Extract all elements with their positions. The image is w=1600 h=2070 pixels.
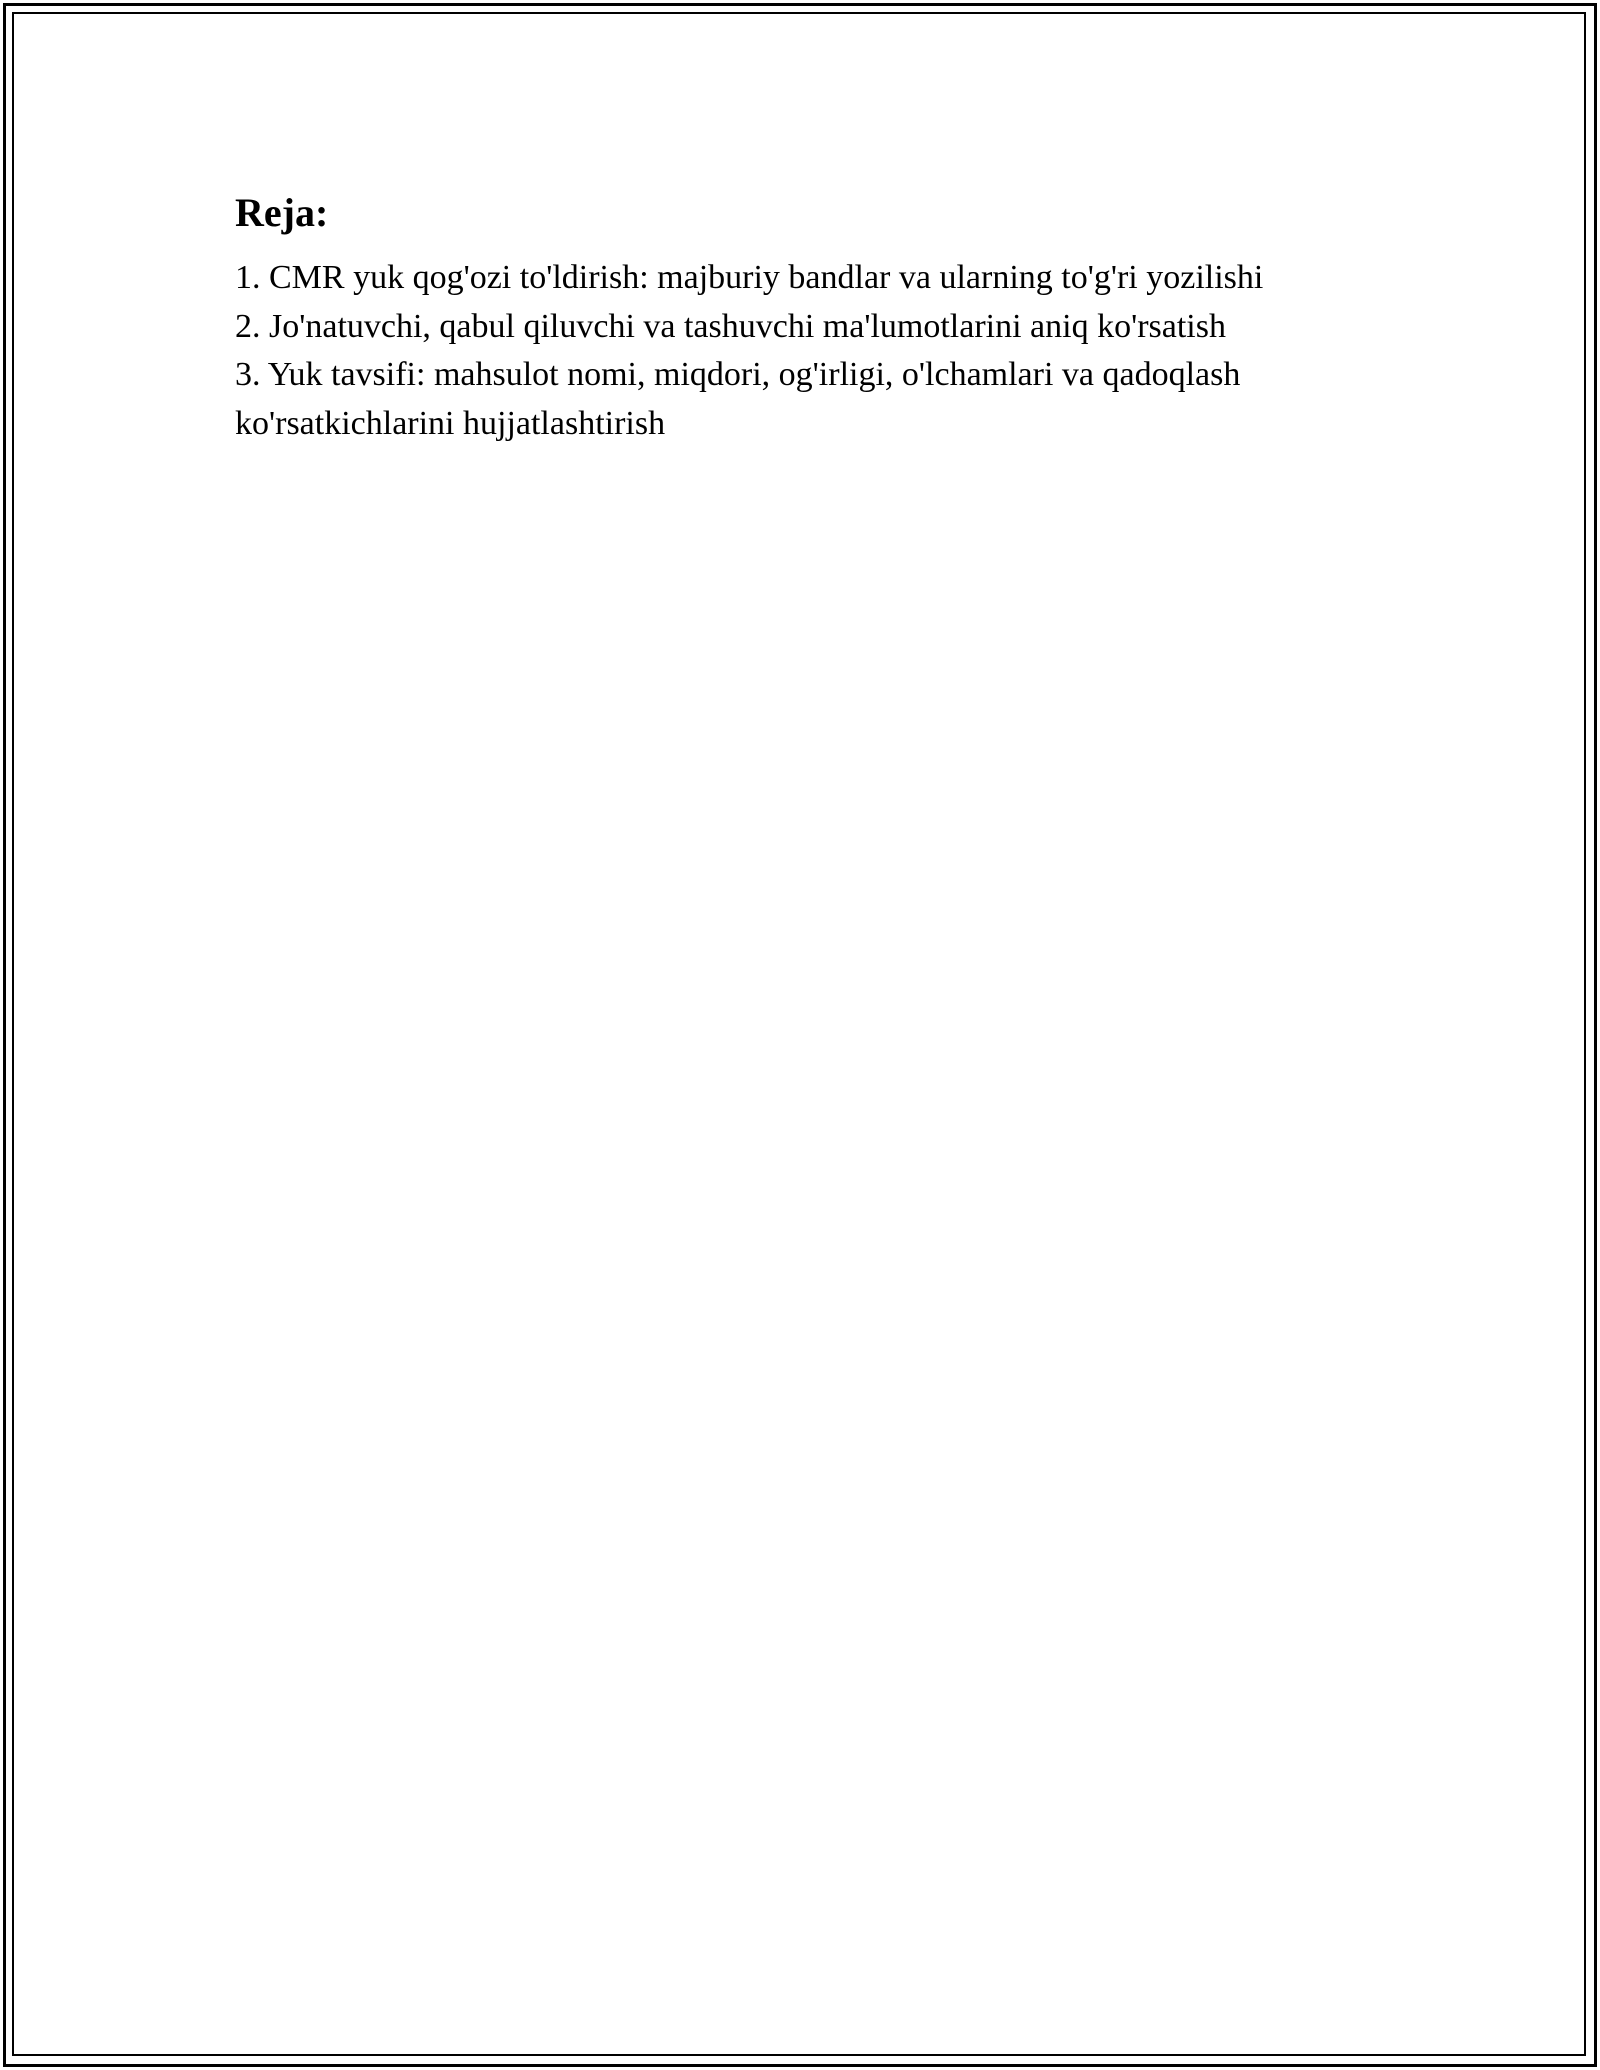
page-heading: Reja: bbox=[235, 190, 329, 235]
plan-list bbox=[235, 254, 1375, 448]
plan-item-3: 3. Yuk tavsifi: mahsulot nomi, miqdori, og'irligi, o'lchamlari va qadoqlash ko'rsatkichlarini hujjatlashtirish bbox=[235, 356, 1241, 442]
page-content bbox=[235, 180, 1375, 448]
plan-item-2: 2. Jo'natuvchi, qabul qiluvchi va tashuvchi ma'lumotlarini aniq ko'rsatish bbox=[235, 307, 1226, 345]
plan-item-1: 1. CMR yuk qog'ozi to'ldirish: majburiy bandlar va ularning to'g'ri yozilishi bbox=[235, 259, 1264, 296]
